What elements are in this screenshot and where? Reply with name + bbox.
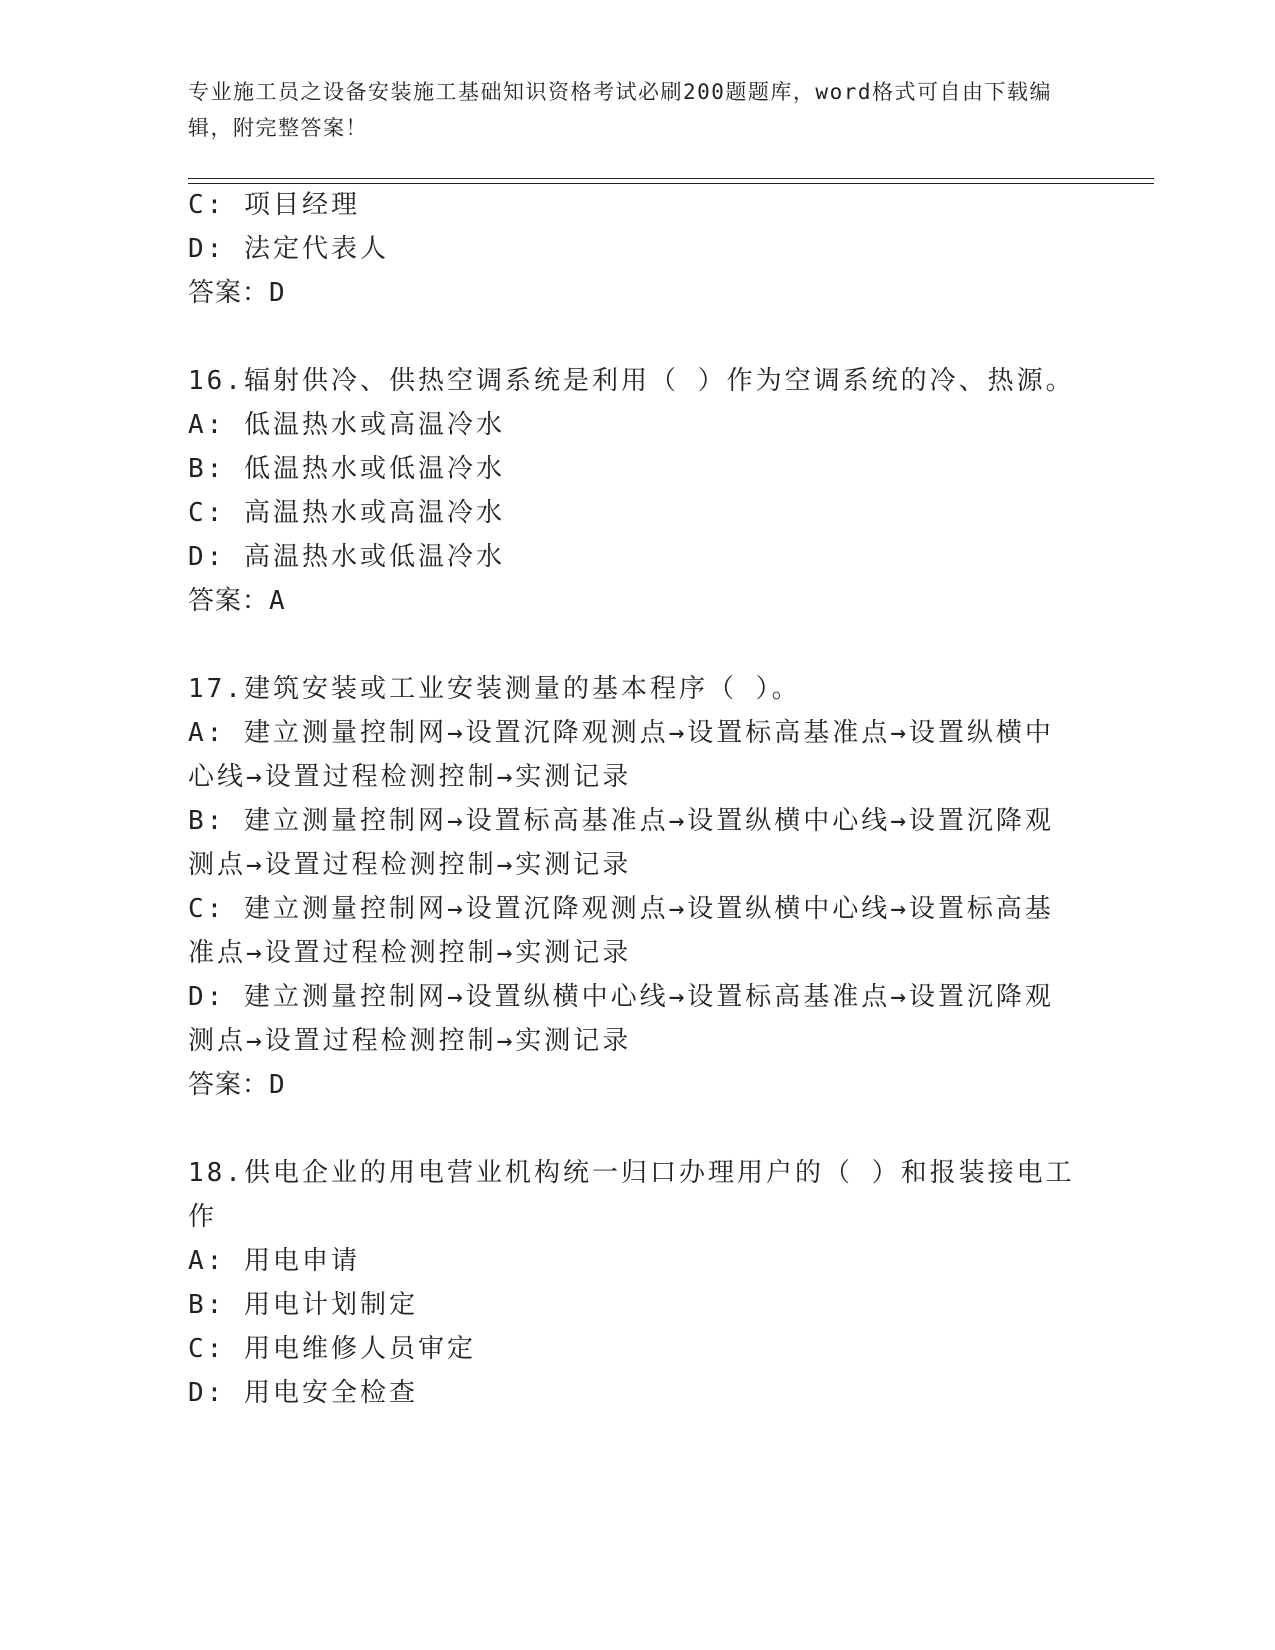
q18-stem-line1: 18.供电企业的用电营业机构统一归口办理用户的（ ）和报装接电工 (188, 1158, 1075, 1188)
document-header: 专业施工员之设备安装施工基础知识资格考试必刷200题题库，word格式可自由下载编辑，附完整答案！ (188, 80, 1052, 140)
q16-answer: 答案：A (188, 586, 286, 616)
q17-option-a-line1: A: 建立测量控制网→设置沉降观测点→设置标高基准点→设置纵横中 (188, 718, 1054, 748)
q17-option-c-line1: C: 建立测量控制网→设置沉降观测点→设置纵横中心线→设置标高基 (188, 894, 1054, 924)
q16-option-b: B: 低温热水或低温冷水 (188, 454, 505, 484)
q17-stem: 17.建筑安装或工业安装测量的基本程序（ ）。 (188, 674, 801, 704)
q15-option-d: D: 法定代表人 (188, 234, 389, 264)
q15-answer: 答案：D (188, 278, 286, 308)
q16-option-c: C: 高温热水或高温冷水 (188, 498, 505, 528)
q18-option-a: A: 用电申请 (188, 1246, 360, 1276)
q16-stem: 16.辐射供冷、供热空调系统是利用（ ）作为空调系统的冷、热源。 (188, 366, 1075, 396)
q17-answer: 答案：D (188, 1070, 286, 1100)
q18-stem-line2: 作 (188, 1202, 218, 1232)
q16-option-a: A: 低温热水或高温冷水 (188, 410, 505, 440)
header-rule-top (188, 178, 1154, 179)
header-rule-bottom (188, 183, 1154, 184)
q17-option-d-line2: 测点→设置过程检测控制→实测记录 (188, 1026, 632, 1056)
q17-option-a-line2: 心线→设置过程检测控制→实测记录 (188, 762, 632, 792)
q16-option-d: D: 高温热水或低温冷水 (188, 542, 505, 572)
q18-option-b: B: 用电计划制定 (188, 1290, 418, 1320)
q15-option-c: C: 项目经理 (188, 190, 360, 220)
q18-option-c: C: 用电维修人员审定 (188, 1334, 476, 1364)
q17-option-b-line2: 测点→设置过程检测控制→实测记录 (188, 850, 632, 880)
q17-option-b-line1: B: 建立测量控制网→设置标高基准点→设置纵横中心线→设置沉降观 (188, 806, 1054, 836)
q17-option-d-line1: D: 建立测量控制网→设置纵横中心线→设置标高基准点→设置沉降观 (188, 982, 1054, 1012)
q18-option-d: D: 用电安全检查 (188, 1378, 418, 1408)
q17-option-c-line2: 准点→设置过程检测控制→实测记录 (188, 938, 632, 968)
